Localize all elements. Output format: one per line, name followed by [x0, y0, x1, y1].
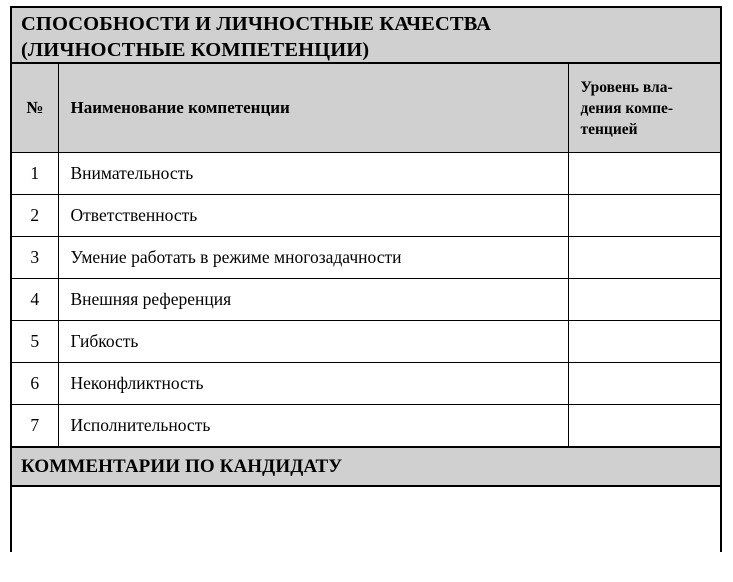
column-header-competency-level-line-1: Уровень вла- — [580, 78, 673, 96]
column-header-competency-level-line-3: тенцией — [580, 120, 638, 138]
table-row — [12, 153, 720, 195]
table-header-row — [12, 64, 720, 153]
competency-table — [12, 64, 720, 448]
competency-name: Неконфликтность — [58, 363, 568, 405]
table-row — [12, 195, 720, 237]
column-header-competency-name: Наименование компетенции — [58, 64, 568, 153]
competency-name: Умение работать в режиме многозадачности — [58, 237, 568, 279]
competency-assessment-sheet — [10, 6, 722, 552]
table-header — [12, 64, 720, 153]
section-title-line-2: (ЛИЧНОСТНЫЕ КОМПЕТЕНЦИИ) — [21, 39, 370, 61]
row-number: 3 — [12, 237, 58, 279]
competency-level-cell[interactable] — [568, 363, 720, 405]
comments-input-area[interactable] — [12, 487, 720, 582]
row-number: 4 — [12, 279, 58, 321]
table-row — [12, 405, 720, 448]
competency-name: Внимательность — [58, 153, 568, 195]
row-number: 5 — [12, 321, 58, 363]
competency-level-cell[interactable] — [568, 405, 720, 448]
row-number: 6 — [12, 363, 58, 405]
row-number: 2 — [12, 195, 58, 237]
table-row — [12, 321, 720, 363]
competency-level-cell[interactable] — [568, 237, 720, 279]
competency-level-cell[interactable] — [568, 195, 720, 237]
row-number: 7 — [12, 405, 58, 448]
column-header-number: № — [12, 64, 58, 153]
competency-name: Внешняя референция — [58, 279, 568, 321]
table-body — [12, 153, 720, 448]
column-header-competency-level-line-2: дения компе- — [580, 99, 674, 117]
row-number: 1 — [12, 153, 58, 195]
comments-section-header — [12, 448, 720, 487]
competency-name: Исполнительность — [58, 405, 568, 448]
competency-level-cell[interactable] — [568, 321, 720, 363]
competency-level-cell[interactable] — [568, 153, 720, 195]
table-row — [12, 237, 720, 279]
competency-name: Ответственность — [58, 195, 568, 237]
section-title-band — [12, 8, 720, 64]
section-title-line-1: СПОСОБНОСТИ И ЛИЧНОСТНЫЕ КАЧЕСТВА — [21, 13, 492, 35]
table-row — [12, 279, 720, 321]
comments-heading-label: КОММЕНТАРИИ ПО КАНДИДАТУ — [21, 455, 343, 477]
competency-name: Гибкость — [58, 321, 568, 363]
competency-level-cell[interactable] — [568, 279, 720, 321]
table-row — [12, 363, 720, 405]
column-header-competency-level — [568, 64, 720, 153]
